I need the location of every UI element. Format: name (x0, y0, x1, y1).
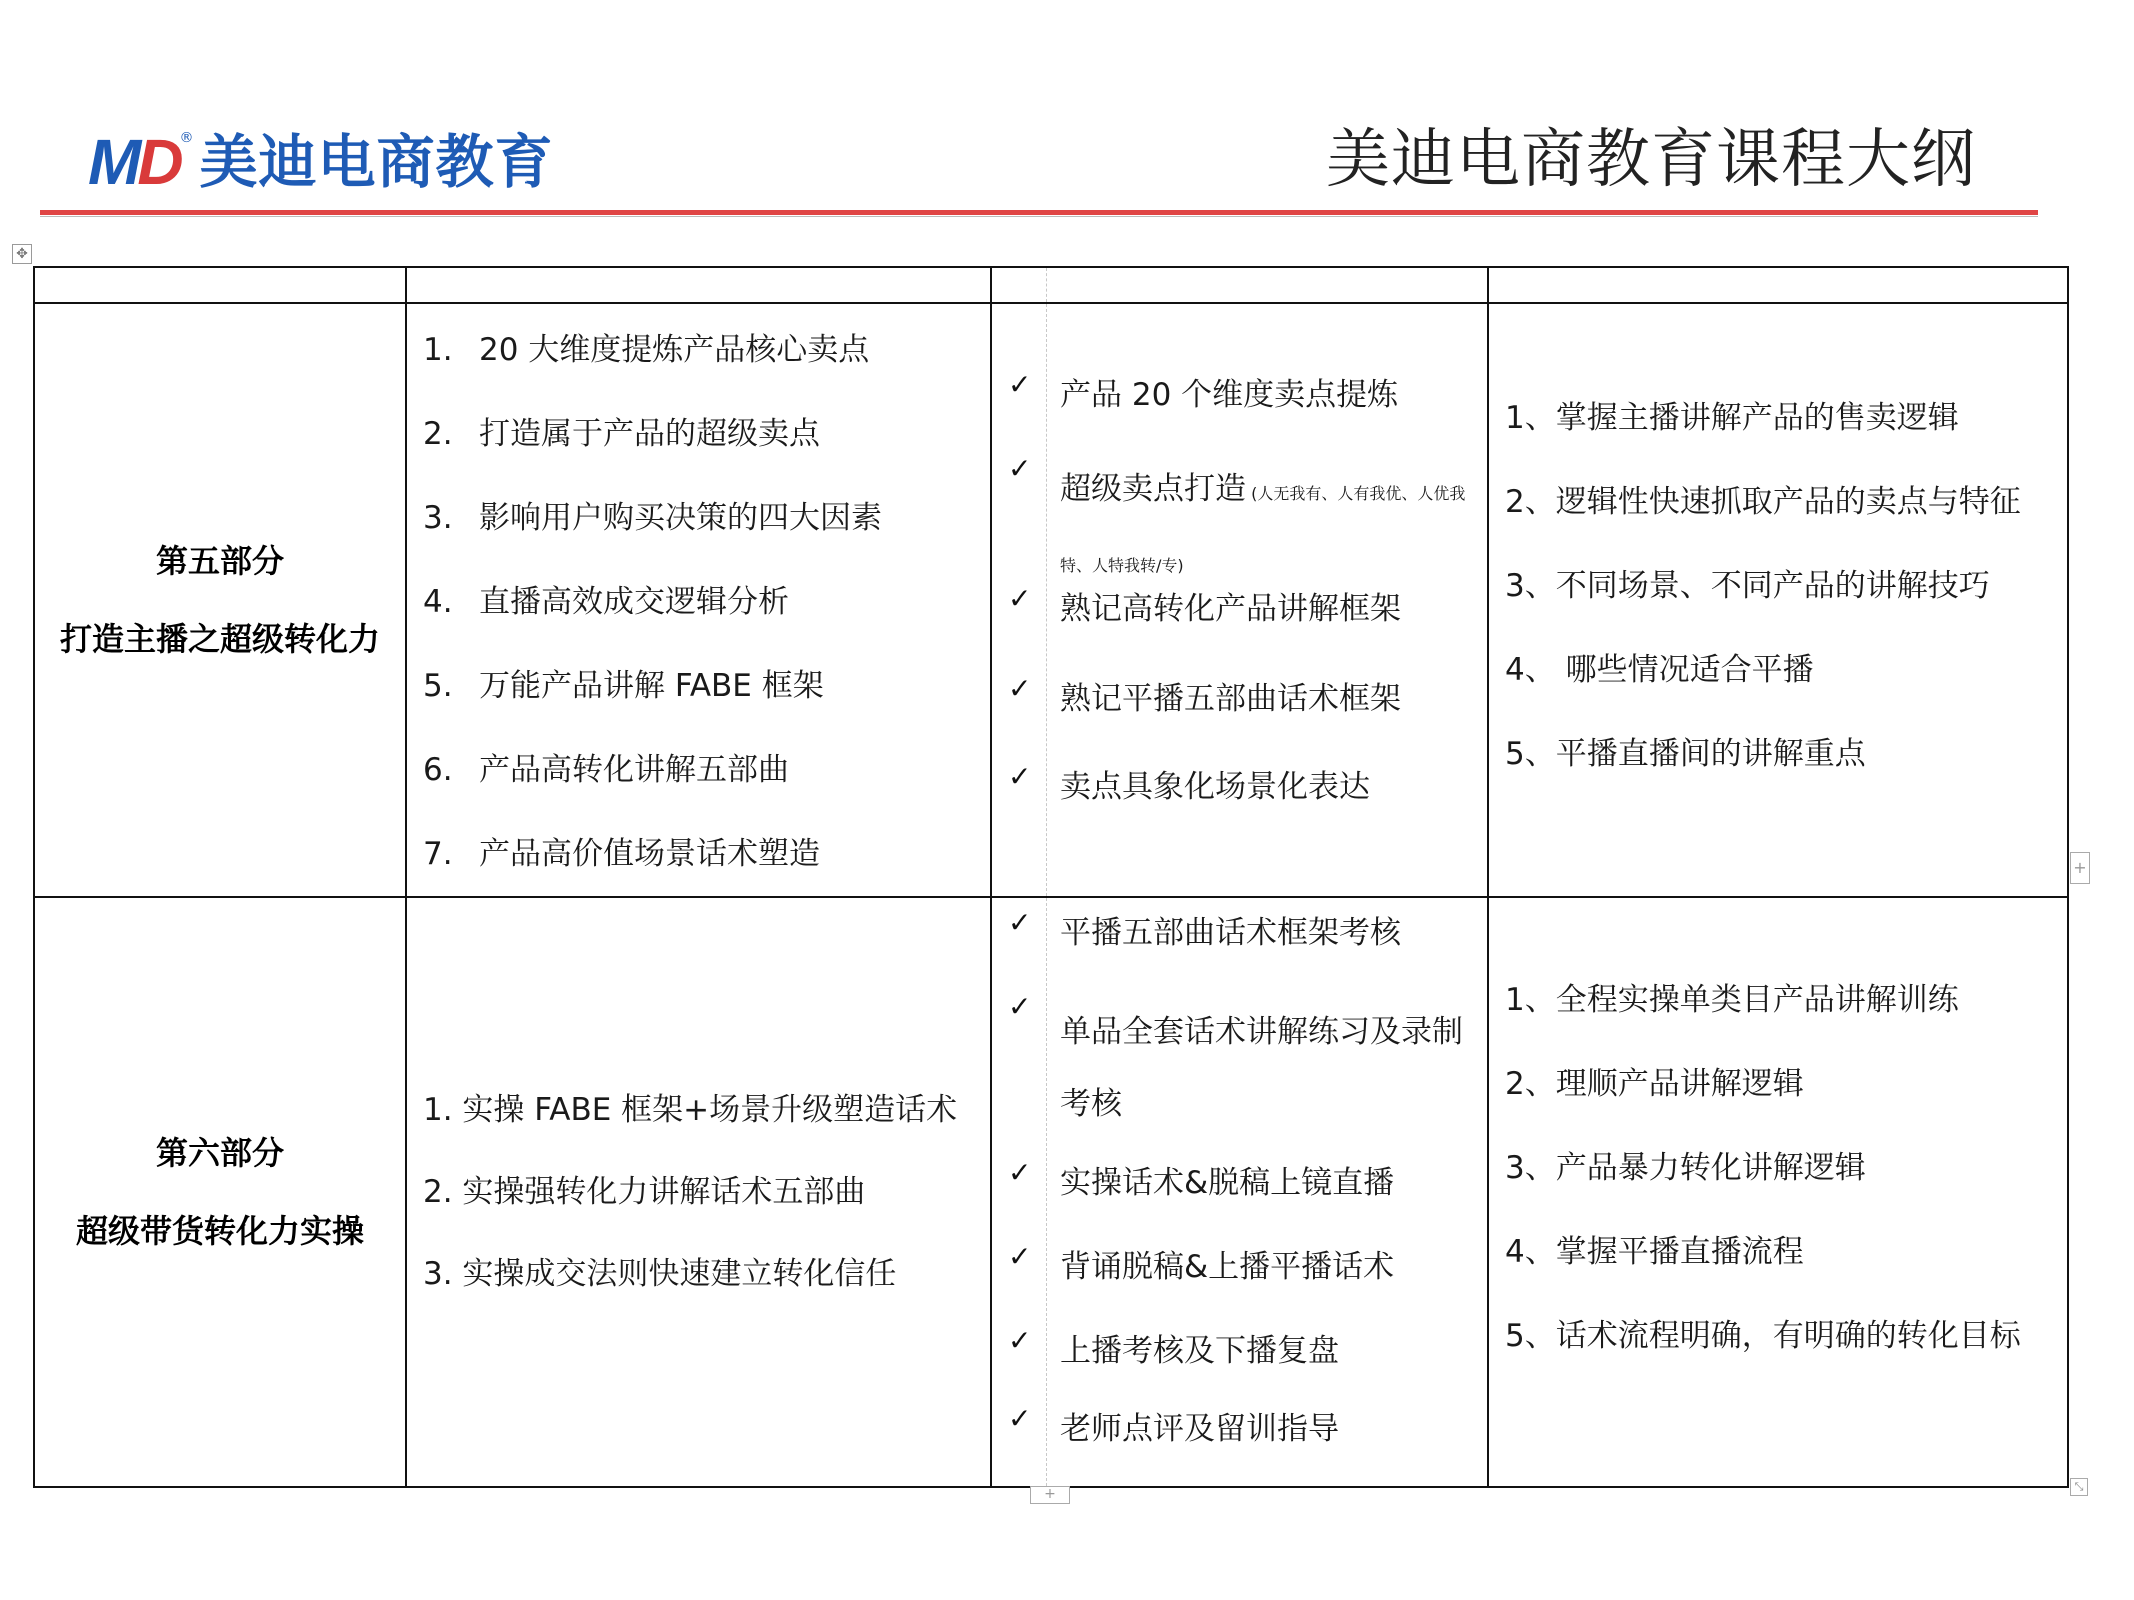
check-icon: ✓ (1008, 1240, 1032, 1273)
header-cell[interactable] (991, 267, 1488, 303)
section-name: 打造主播之超级转化力 (59, 620, 380, 658)
check-icon: ✓ (1008, 990, 1032, 1023)
list-item: 5、平播直播间的讲解重点 (1505, 736, 1866, 772)
logo-mark: MD (88, 126, 180, 198)
list-item: 5. 万能产品讲解 FABE 框架 (423, 668, 824, 704)
list-item: 3、不同场景、不同产品的讲解技巧 (1505, 568, 1990, 604)
list-item: 4、 哪些情况适合平播 (1505, 652, 1814, 688)
list-item: 5、话术流程明确，有明确的转化目标 (1505, 1318, 2021, 1354)
check-icon: ✓ (1008, 1156, 1032, 1189)
list-item: 3、产品暴力转化讲解逻辑 (1505, 1150, 1866, 1186)
check-icon: ✓ (1008, 760, 1032, 793)
outcome-cell[interactable] (1488, 897, 2068, 1487)
section-title-cell[interactable] (34, 303, 406, 897)
practice-item: ✓ 卖点具象化场景化表达 (1008, 760, 1370, 805)
document-title: 美迪电商教育课程大纲 (1326, 123, 1976, 197)
list-item: 3. 实操成交法则快速建立转化信任 (423, 1256, 897, 1292)
practice-item: ✓ 熟记平播五部曲话术框架 (1008, 672, 1401, 717)
list-item: 3. 影响用户购买决策的四大因素 (423, 500, 882, 536)
practice-item: ✓ 实操话术&脱稿上镜直播 (1008, 1156, 1395, 1201)
logo-text: 美迪电商教育 (199, 128, 554, 196)
registered-mark: ® (179, 130, 194, 146)
content-list (407, 1069, 990, 1315)
section-part-label: 第六部分 (155, 1134, 284, 1172)
list-item: 4、掌握平播直播流程 (1505, 1234, 1804, 1270)
practice-cell[interactable] (991, 897, 1488, 1487)
check-icon: ✓ (1008, 1324, 1032, 1357)
practice-cell[interactable] (991, 303, 1488, 897)
add-column-icon[interactable]: + (1030, 1486, 1070, 1504)
list-item: 2、逻辑性快速抓取产品的卖点与特征 (1505, 484, 2021, 520)
check-icon: ✓ (1008, 1402, 1032, 1435)
outcome-list (1489, 376, 2067, 796)
check-icon: ✓ (1008, 452, 1032, 485)
practice-item: ✓ 平播五部曲话术框架考核 (1008, 906, 1401, 951)
table-resize-icon[interactable]: ⤡ (2070, 1478, 2088, 1496)
check-icon: ✓ (1008, 368, 1032, 401)
brand-logo (88, 128, 554, 196)
list-item: 7. 产品高价值场景话术塑造 (423, 836, 820, 872)
list-item: 1. 20 大维度提炼产品核心卖点 (423, 332, 870, 368)
section-title-cell[interactable] (34, 897, 406, 1487)
check-icon: ✓ (1008, 672, 1032, 705)
table-header-row (34, 267, 2068, 303)
course-outline-table (33, 266, 2069, 1488)
list-item: 1、掌握主播讲解产品的售卖逻辑 (1505, 400, 1959, 436)
practice-item: ✓ 背诵脱稿&上播平播话术 (1008, 1240, 1395, 1285)
header-cell[interactable] (1488, 267, 2068, 303)
header-cell[interactable] (406, 267, 991, 303)
header-divider-shadow (40, 216, 2038, 217)
outcome-list (1489, 958, 2067, 1378)
header-cell[interactable] (34, 267, 406, 303)
check-icon: ✓ (1008, 582, 1032, 615)
outcome-cell[interactable] (1488, 303, 2068, 897)
content-list (407, 308, 990, 896)
practice-item: ✓ 超级卖点打造 (人无我有、人有我优、人优我特、人特我转/专) (1008, 452, 1466, 575)
table-row (34, 303, 2068, 897)
list-item: 6. 产品高转化讲解五部曲 (423, 752, 789, 788)
section-part-label: 第五部分 (155, 542, 284, 580)
section-name: 超级带货转化力实操 (75, 1212, 364, 1250)
practice-item: ✓ 单品全套话术讲解练习及录制考核 (1008, 990, 1463, 1122)
header-divider (40, 210, 2038, 215)
add-row-icon[interactable]: + (2070, 852, 2090, 884)
list-item: 1、全程实操单类目产品讲解训练 (1505, 982, 1959, 1018)
table-move-icon[interactable]: ✥ (12, 244, 32, 264)
practice-item: ✓ 熟记高转化产品讲解框架 (1008, 582, 1401, 627)
list-item: 2、理顺产品讲解逻辑 (1505, 1066, 1804, 1102)
practice-item: ✓ 老师点评及留训指导 (1008, 1402, 1339, 1447)
list-item: 2. 实操强转化力讲解话术五部曲 (423, 1174, 866, 1210)
practice-item: ✓ 产品 20 个维度卖点提炼 (1008, 368, 1399, 413)
content-cell[interactable] (406, 303, 991, 897)
list-item: 1. 实操 FABE 框架+场景升级塑造话术 (423, 1092, 958, 1128)
content-cell[interactable] (406, 897, 991, 1487)
list-item: 2. 打造属于产品的超级卖点 (423, 416, 820, 452)
practice-item: ✓ 上播考核及下播复盘 (1008, 1324, 1339, 1369)
list-item: 4. 直播高效成交逻辑分析 (423, 584, 789, 620)
table-row (34, 897, 2068, 1487)
check-icon: ✓ (1008, 906, 1032, 939)
